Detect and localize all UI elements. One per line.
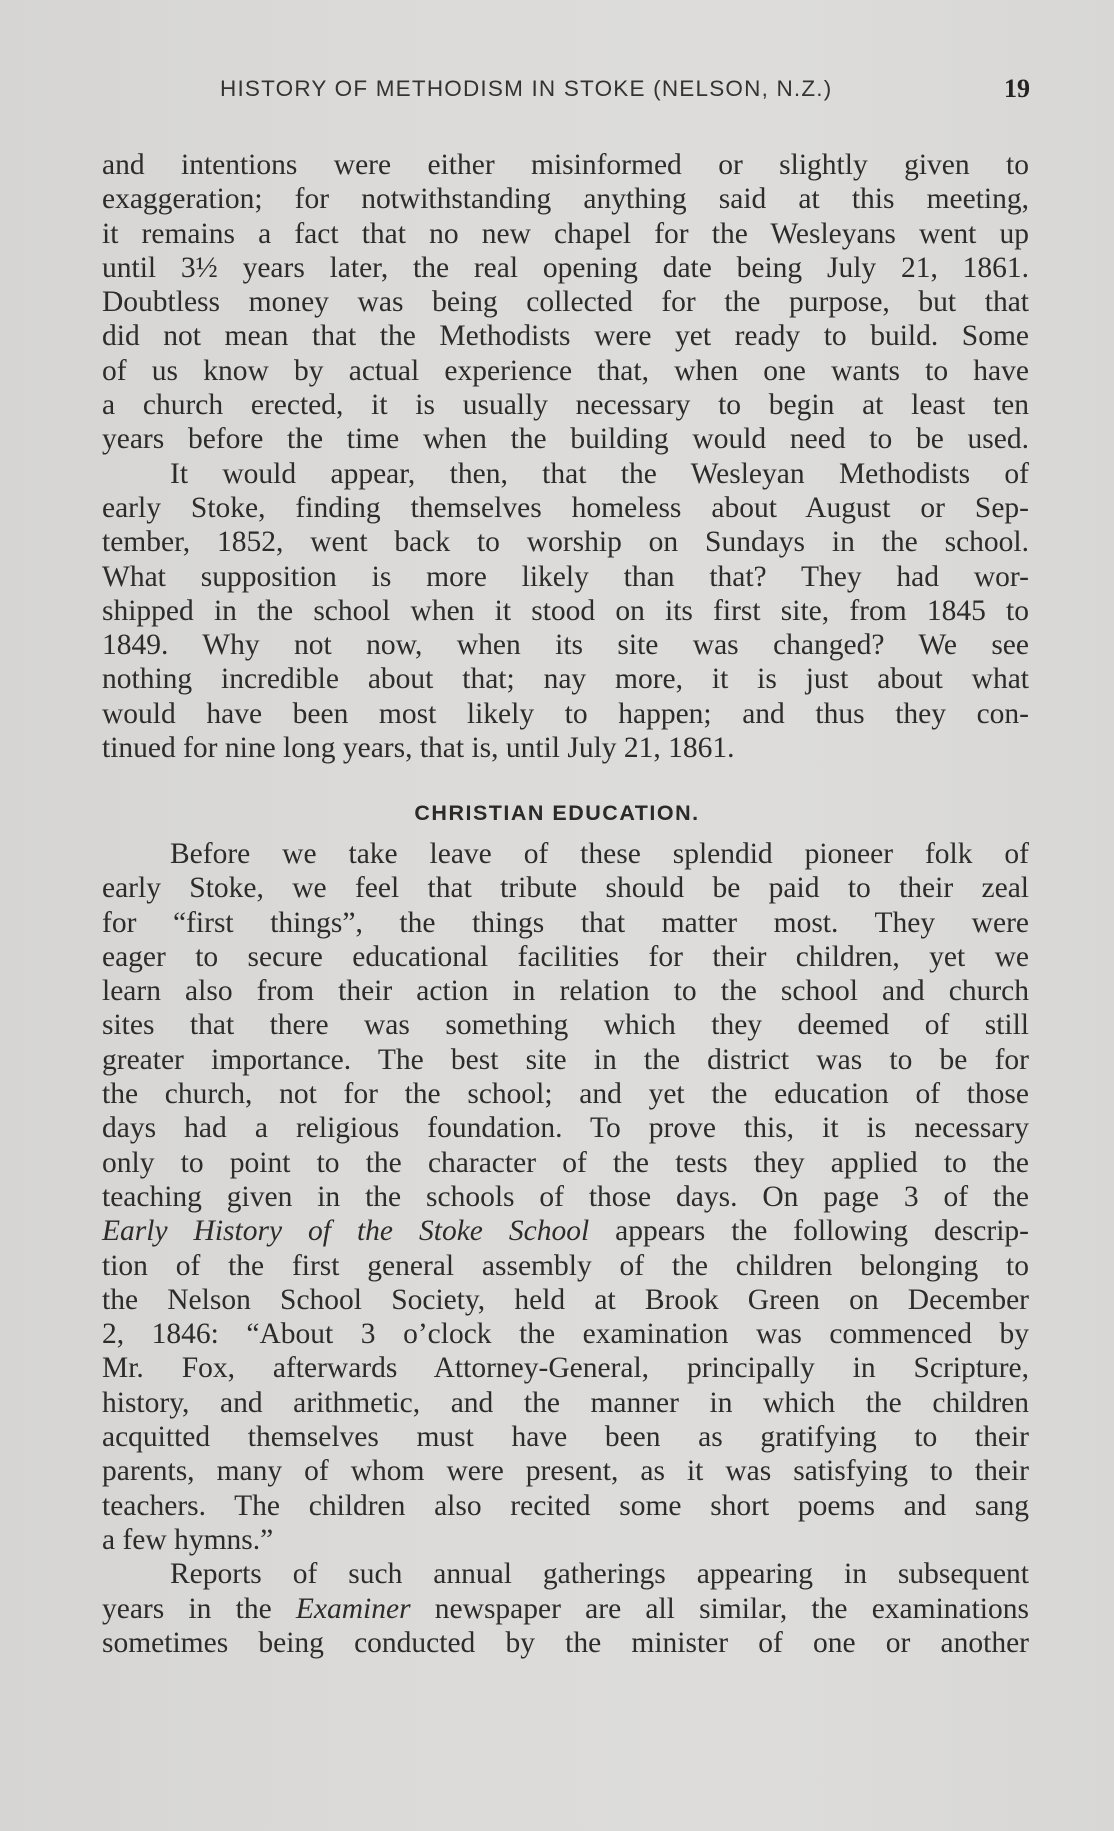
text-line: exaggeration; for notwithstanding anything said at this meeting, (102, 183, 1029, 216)
text-line: Mr. Fox, afterwards Attorney-General, principally in Scripture, (102, 1352, 1029, 1385)
text-line: What supposition is more likely than that? They had wor- (102, 560, 1029, 593)
text-line: sites that there was something which they deemed of still (102, 1009, 1029, 1042)
text-line: eager to secure educational facilities for their children, yet we (102, 940, 1029, 973)
text-line: early Stoke, finding themselves homeless about August or Sep- (102, 491, 1029, 524)
text-fragment: newspaper are all similar, the examinations (410, 1592, 1029, 1625)
text-line: only to point to the character of the tests they applied to the (102, 1146, 1029, 1179)
text-line: nothing incredible about that; nay more, it is just about what (102, 663, 1029, 696)
text-line: parents, many of whom were present, as it was satisfying to their (102, 1455, 1029, 1488)
body-text-top (102, 148, 1029, 765)
text-line: a few hymns.” (102, 1523, 274, 1556)
text-line: did not mean that the Methodists were yet ready to build. Some (102, 320, 1029, 353)
text-line: sometimes being conducted by the minister of one or another (102, 1626, 1029, 1659)
text-line: years before the time when the building would need to be used. (102, 423, 1029, 456)
text-line: greater importance. The best site in the district was to be for (102, 1043, 1029, 1076)
text-fragment: years in the (102, 1592, 296, 1625)
text-line: teaching given in the schools of those days. On page 3 of the (102, 1180, 1029, 1213)
text-line: a church erected, it is usually necessary to begin at least ten (102, 389, 1029, 422)
text-line: it remains a fact that no new chapel for the Wesleyans went up (102, 217, 1029, 250)
text-line: early Stoke, we feel that tribute should be paid to their zeal (102, 872, 1029, 905)
text-line: for “first things”, the things that matter most. They were (102, 906, 1029, 939)
body-text-bottom (102, 837, 1029, 1660)
text-fragment: appears the following descrip- (589, 1215, 1029, 1248)
text-line: tember, 1852, went back to worship on Sundays in the school. (102, 526, 1029, 559)
text-line: tinued for nine long years, that is, until July 21, 1861. (102, 732, 735, 765)
text-line-with-italic-title (102, 1214, 1029, 1248)
text-line: tion of the first general assembly of the children belonging to (102, 1249, 1029, 1282)
text-line: of us know by actual experience that, when one wants to have (102, 354, 1029, 387)
book-title-italic: Early History of the Stoke School (102, 1215, 590, 1248)
text-line: would have been most likely to happen; and thus they con- (102, 697, 1029, 730)
text-line: teachers. The children also recited some short poems and sang (102, 1489, 1029, 1522)
text-line: the church, not for the school; and yet the education of those (102, 1078, 1029, 1111)
newspaper-title-italic: Examiner (295, 1592, 411, 1625)
text-line: until 3½ years later, the real opening date being July 21, 1861. (102, 251, 1029, 284)
text-line: It would appear, then, that the Wesleyan Methodists of (170, 457, 1029, 490)
text-line: learn also from their action in relation to the school and church (102, 975, 1029, 1008)
text-line-with-italic-title (102, 1592, 1029, 1626)
text-line: Reports of such annual gatherings appearing in subsequent (170, 1558, 1029, 1591)
text-line: and intentions were either misinformed or slightly given to (102, 149, 1029, 181)
section-heading: CHRISTIAN EDUCATION. (414, 801, 700, 825)
page-number: 19 (1004, 74, 1030, 103)
text-line: days had a religious foundation. To prove this, it is necessary (102, 1112, 1029, 1145)
page-header (220, 76, 1030, 110)
text-line: Doubtless money was being collected for the purpose, but that (102, 286, 1029, 319)
text-line: acquitted themselves must have been as gratifying to their (102, 1421, 1029, 1454)
text-line: shipped in the school when it stood on its first site, from 1845 to (102, 594, 1029, 627)
text-line: 1849. Why not now, when its site was changed? We see (102, 629, 1029, 662)
text-line: the Nelson School Society, held at Brook Green on December (102, 1283, 1029, 1316)
text-line: Before we take leave of these splendid pioneer folk of (170, 838, 1029, 870)
text-line: history, and arithmetic, and the manner in which the children (102, 1386, 1029, 1419)
running-head: HISTORY OF METHODISM IN STOKE (NELSON, N.Z.) (220, 76, 833, 101)
text-line: 2, 1846: “About 3 o’clock the examination was commenced by (102, 1318, 1029, 1351)
